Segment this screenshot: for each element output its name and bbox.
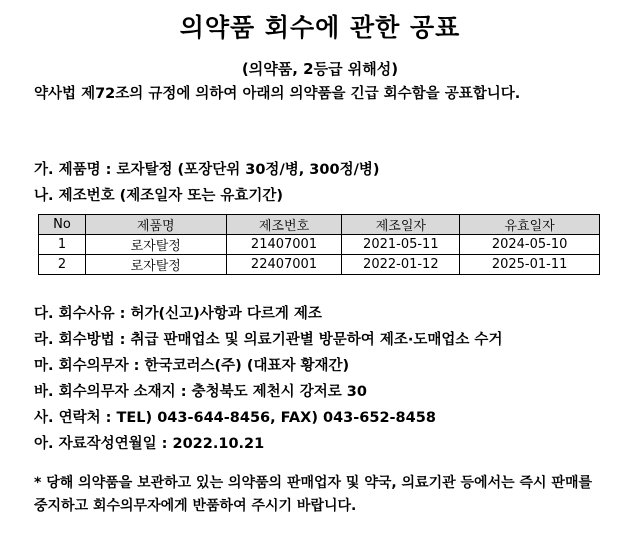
cell-lot: 22407001 — [226, 255, 342, 275]
cell-mfg-date: 2022-01-12 — [342, 255, 460, 275]
header-mfg-date: 제조일자 — [342, 215, 460, 235]
header-exp-date: 유효일자 — [460, 215, 600, 235]
cell-lot: 21407001 — [226, 235, 342, 255]
product-line: 가. 제품명 : 로자탈정 (포장단위 30정/병, 300정/병) — [34, 162, 380, 178]
footnote: * 당해 의약품을 보관하고 있는 의약품의 판매업자 및 약국, 의료기관 등에서는 즉시 판매를 중지하고 회수의무자에게 반품하여 주시기 바랍니다. — [34, 475, 592, 514]
cell-exp-date: 2025-01-11 — [460, 255, 600, 275]
lot-table — [38, 214, 600, 275]
obligor-line: 마. 회수의무자 : 한국코러스(주) (대표자 황재간) — [34, 358, 350, 374]
cell-exp-date: 2024-05-10 — [460, 235, 600, 255]
header-no: No — [39, 215, 86, 235]
page-title: 의약품 회수에 관한 공표 — [179, 13, 461, 42]
table-row — [39, 255, 600, 275]
header-lot: 제조번호 — [226, 215, 342, 235]
date-line: 아. 자료작성연월일 : 2022.10.21 — [34, 436, 265, 452]
cell-product: 로자탈정 — [85, 235, 226, 255]
reason-line: 다. 회수사유 : 허가(신고)사항과 다르게 제조 — [34, 306, 322, 322]
header-product: 제품명 — [85, 215, 226, 235]
lot-heading: 나. 제조번호 (제조일자 또는 유효기간) — [34, 188, 284, 204]
cell-no: 2 — [39, 255, 86, 275]
address-line: 바. 회수의무자 소재지 : 충청북도 제천시 강저로 30 — [34, 384, 367, 400]
intro-paragraph: 약사법 제72조의 규정에 의하여 아래의 의약품을 긴급 회수함을 공표합니다. — [34, 86, 521, 102]
method-line: 라. 회수방법 : 취급 판매업소 및 의료기관별 방문하여 제조·도매업소 수거 — [34, 332, 503, 348]
cell-product: 로자탈정 — [85, 255, 226, 275]
table-header-row — [39, 215, 600, 235]
cell-mfg-date: 2021-05-11 — [342, 235, 460, 255]
table-row — [39, 235, 600, 255]
page-subtitle: (의약품, 2등급 위해성) — [241, 60, 399, 78]
cell-no: 1 — [39, 235, 86, 255]
contact-line: 사. 연락처 : TEL) 043-644-8456, FAX) 043-652-8458 — [34, 410, 436, 426]
